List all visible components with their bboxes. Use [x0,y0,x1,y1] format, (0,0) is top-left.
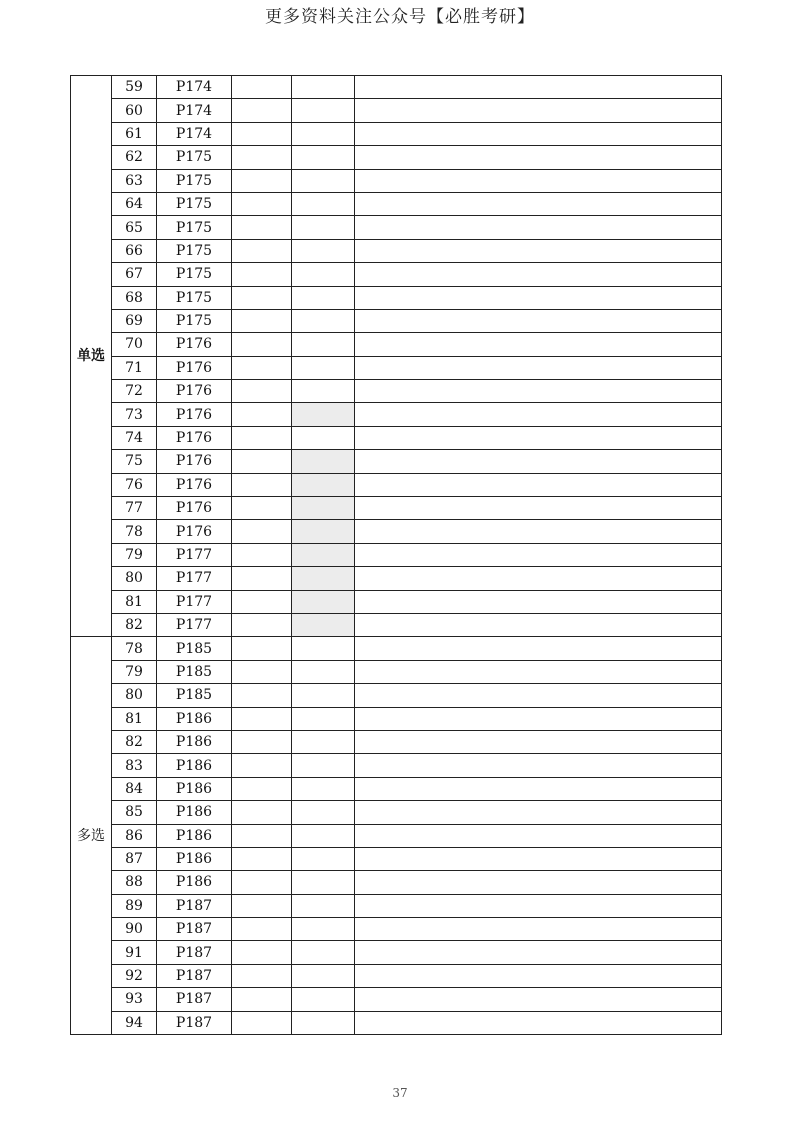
answer-cell [232,76,292,99]
mark-cell [292,988,355,1011]
table-row [71,263,722,286]
table-row [71,613,722,636]
note-cell [355,497,722,520]
mark-cell [292,192,355,215]
note-cell [355,192,722,215]
note-cell [355,730,722,753]
question-number: 86 [112,824,157,847]
page-reference: P175 [157,216,232,239]
page-reference: P174 [157,122,232,145]
question-number: 80 [112,567,157,590]
question-number: 68 [112,286,157,309]
page-reference: P176 [157,497,232,520]
answer-cell [232,192,292,215]
mark-cell [292,730,355,753]
answer-cell [232,403,292,426]
question-number: 91 [112,941,157,964]
table-row [71,660,722,683]
page-reference: P187 [157,964,232,987]
answer-cell [232,497,292,520]
answer-cell [232,801,292,824]
note-cell [355,777,722,800]
table-row [71,192,722,215]
table-row [71,473,722,496]
answer-cell [232,520,292,543]
note-cell [355,567,722,590]
note-cell [355,801,722,824]
table-row [71,801,722,824]
note-cell [355,99,722,122]
table-row [71,567,722,590]
answer-cell [232,356,292,379]
page-reference: P186 [157,801,232,824]
page-reference: P176 [157,380,232,403]
note-cell [355,847,722,870]
note-cell [355,403,722,426]
mark-cell [292,333,355,356]
table-row [71,403,722,426]
note-cell [355,239,722,262]
page-reference: P187 [157,894,232,917]
mark-cell [292,520,355,543]
mark-cell [292,543,355,566]
page-reference: P174 [157,99,232,122]
mark-cell [292,263,355,286]
page-reference: P186 [157,777,232,800]
question-number: 59 [112,76,157,99]
answer-cell [232,473,292,496]
answer-cell [232,450,292,473]
answer-cell [232,707,292,730]
table-row [71,941,722,964]
page-reference: P185 [157,684,232,707]
answer-cell [232,99,292,122]
table-row [71,988,722,1011]
note-cell [355,941,722,964]
page-reference: P187 [157,988,232,1011]
mark-cell [292,590,355,613]
question-number: 64 [112,192,157,215]
page-reference: P185 [157,660,232,683]
mark-cell [292,684,355,707]
mark-cell [292,356,355,379]
answer-cell [232,333,292,356]
note-cell [355,707,722,730]
answer-cell [232,146,292,169]
question-number: 73 [112,403,157,426]
table-row [71,309,722,332]
note-cell [355,520,722,543]
answer-cell [232,286,292,309]
mark-cell [292,380,355,403]
table-row [71,286,722,309]
question-number: 77 [112,497,157,520]
note-cell [355,894,722,917]
table-row [71,356,722,379]
question-number: 78 [112,520,157,543]
answer-cell [232,824,292,847]
page-reference: P186 [157,824,232,847]
table-row [71,520,722,543]
question-number: 79 [112,543,157,566]
note-cell [355,122,722,145]
table-row [71,450,722,473]
answer-cell [232,894,292,917]
question-number: 63 [112,169,157,192]
mark-cell [292,660,355,683]
mark-cell [292,286,355,309]
mark-cell [292,707,355,730]
page-reference: P187 [157,918,232,941]
mark-cell [292,309,355,332]
table-row [71,871,722,894]
page-reference: P175 [157,146,232,169]
mark-cell [292,450,355,473]
question-number: 60 [112,99,157,122]
page-reference: P176 [157,403,232,426]
answer-cell [232,426,292,449]
page-reference: P187 [157,941,232,964]
note-cell [355,637,722,660]
question-number: 93 [112,988,157,1011]
page-number: 37 [392,1086,408,1100]
table-row [71,333,722,356]
question-number: 72 [112,380,157,403]
table-row [71,730,722,753]
section-label: 单选 [71,76,112,637]
mark-cell [292,613,355,636]
mark-cell [292,824,355,847]
note-cell [355,146,722,169]
page-header: 更多资料关注公众号【必胜考研】 [265,7,535,27]
page-reference: P175 [157,239,232,262]
note-cell [355,356,722,379]
answer-cell [232,941,292,964]
page-reference: P175 [157,169,232,192]
table-row [71,964,722,987]
table-row [71,497,722,520]
note-cell [355,988,722,1011]
note-cell [355,590,722,613]
note-cell [355,169,722,192]
page-reference: P186 [157,707,232,730]
question-number: 92 [112,964,157,987]
question-number: 84 [112,777,157,800]
mark-cell [292,239,355,262]
table-row [71,637,722,660]
answer-cell [232,309,292,332]
answer-cell [232,613,292,636]
page-reference: P176 [157,520,232,543]
page-reference: P186 [157,754,232,777]
answer-cell [232,777,292,800]
note-cell [355,76,722,99]
note-cell [355,964,722,987]
page-reference: P176 [157,333,232,356]
answer-cell [232,122,292,145]
note-cell [355,1011,722,1034]
question-number: 71 [112,356,157,379]
note-cell [355,309,722,332]
mark-cell [292,99,355,122]
table-row [71,824,722,847]
page-reference: P176 [157,426,232,449]
table-row [71,1011,722,1034]
page-reference: P187 [157,1011,232,1034]
note-cell [355,263,722,286]
page-reference: P177 [157,543,232,566]
note-cell [355,871,722,894]
note-cell [355,333,722,356]
question-number: 76 [112,473,157,496]
table-row [71,169,722,192]
answer-cell [232,918,292,941]
mark-cell [292,567,355,590]
mark-cell [292,871,355,894]
answer-cell [232,964,292,987]
page-reference: P186 [157,730,232,753]
mark-cell [292,941,355,964]
question-number: 79 [112,660,157,683]
note-cell [355,684,722,707]
answer-cell [232,847,292,870]
question-number: 65 [112,216,157,239]
mark-cell [292,426,355,449]
question-number: 67 [112,263,157,286]
section-label: 多选 [71,637,112,1035]
page-reference: P176 [157,356,232,379]
table-row [71,239,722,262]
page-reference: P177 [157,590,232,613]
page-reference: P177 [157,567,232,590]
table-row [71,777,722,800]
question-number: 94 [112,1011,157,1034]
question-number: 82 [112,730,157,753]
mark-cell [292,473,355,496]
answer-cell [232,590,292,613]
mark-cell [292,169,355,192]
question-number: 75 [112,450,157,473]
answer-table-body [71,76,722,1035]
question-number: 87 [112,847,157,870]
answer-cell [232,660,292,683]
note-cell [355,660,722,683]
mark-cell [292,122,355,145]
answer-cell [232,1011,292,1034]
answer-cell [232,239,292,262]
table-row [71,146,722,169]
table-row [71,684,722,707]
question-number: 66 [112,239,157,262]
note-cell [355,918,722,941]
answer-cell [232,263,292,286]
answer-cell [232,730,292,753]
answer-cell [232,380,292,403]
question-number: 81 [112,590,157,613]
note-cell [355,286,722,309]
table-row [71,754,722,777]
question-number: 82 [112,613,157,636]
table-row [71,426,722,449]
note-cell [355,380,722,403]
mark-cell [292,777,355,800]
mark-cell [292,497,355,520]
mark-cell [292,754,355,777]
page-reference: P186 [157,871,232,894]
question-number: 88 [112,871,157,894]
answer-cell [232,871,292,894]
answer-cell [232,754,292,777]
note-cell [355,754,722,777]
page-reference: P176 [157,450,232,473]
question-number: 74 [112,426,157,449]
page-reference: P185 [157,637,232,660]
table-row [71,99,722,122]
table-row [71,122,722,145]
question-number: 70 [112,333,157,356]
table-row [71,707,722,730]
page-reference: P174 [157,76,232,99]
mark-cell [292,637,355,660]
answer-table [70,75,722,1035]
page-reference: P177 [157,613,232,636]
table-row [71,894,722,917]
question-number: 61 [112,122,157,145]
note-cell [355,450,722,473]
question-number: 80 [112,684,157,707]
table-row [71,76,722,99]
question-number: 85 [112,801,157,824]
table-row [71,847,722,870]
note-cell [355,216,722,239]
mark-cell [292,403,355,426]
mark-cell [292,964,355,987]
question-number: 89 [112,894,157,917]
page-reference: P175 [157,309,232,332]
answer-cell [232,684,292,707]
note-cell [355,473,722,496]
question-number: 62 [112,146,157,169]
mark-cell [292,76,355,99]
question-number: 81 [112,707,157,730]
answer-cell [232,567,292,590]
page-reference: P175 [157,286,232,309]
answer-cell [232,169,292,192]
mark-cell [292,918,355,941]
mark-cell [292,146,355,169]
table-row [71,216,722,239]
table-row [71,543,722,566]
answer-cell [232,988,292,1011]
mark-cell [292,847,355,870]
note-cell [355,426,722,449]
question-number: 78 [112,637,157,660]
mark-cell [292,216,355,239]
page-reference: P175 [157,192,232,215]
mark-cell [292,801,355,824]
question-number: 83 [112,754,157,777]
table-row [71,380,722,403]
note-cell [355,824,722,847]
answer-cell [232,637,292,660]
question-number: 69 [112,309,157,332]
page-reference: P186 [157,847,232,870]
note-cell [355,613,722,636]
page-reference: P176 [157,473,232,496]
question-number: 90 [112,918,157,941]
mark-cell [292,1011,355,1034]
answer-cell [232,543,292,566]
table-row [71,590,722,613]
answer-cell [232,216,292,239]
mark-cell [292,894,355,917]
note-cell [355,543,722,566]
page-reference: P175 [157,263,232,286]
table-row [71,918,722,941]
